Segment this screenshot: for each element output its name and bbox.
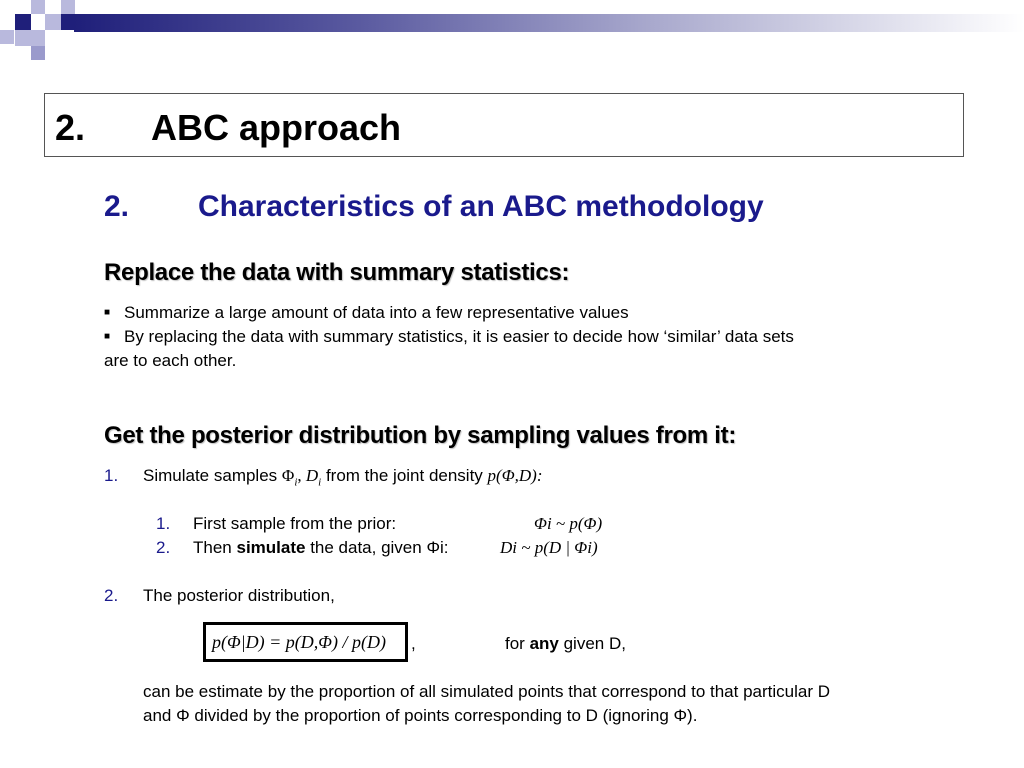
- section-heading-posterior: Get the posterior distribution by sampling values from it:: [104, 422, 737, 449]
- decor-square: [15, 30, 31, 46]
- closing-text: can be estimate by the proportion of all simulated points that correspond to that particular D: [143, 682, 830, 701]
- bullet-icon: ■: [104, 307, 111, 318]
- decor-square: [31, 30, 45, 46]
- for-any-given: for any given D,: [505, 634, 626, 653]
- bullet-icon: ■: [104, 331, 111, 342]
- subtitle-text: Characteristics of an ABC methodology: [198, 190, 764, 223]
- sublist-item-simulate: Then simulate the data, given Φi:: [193, 538, 449, 557]
- sublist-number: 1.: [156, 514, 171, 533]
- likelihood-formula: Di ~ p(D | Φi): [500, 538, 598, 557]
- decor-square: [61, 14, 75, 30]
- subtitle-number: 2.: [104, 190, 130, 223]
- closing-text-continued: and Φ divided by the proportion of points corresponding to D (ignoring Φ).: [143, 706, 698, 725]
- decor-square: [61, 0, 75, 14]
- decor-gradient-bar: [74, 14, 1024, 32]
- bullet-text: By replacing the data with summary statistics, it is easier to decide how ‘similar’ data sets: [124, 327, 794, 346]
- sublist-number: 2.: [156, 538, 171, 557]
- title-number: 2.: [55, 107, 86, 148]
- bullet-text: Summarize a large amount of data into a few representative values: [124, 303, 629, 322]
- posterior-formula: p(Φ|D) = p(D,Φ) / p(D): [212, 632, 386, 652]
- bullet-text-continued: are to each other.: [104, 351, 237, 370]
- prior-formula: Φi ~ p(Φ): [534, 514, 603, 533]
- posterior-formula-box: [203, 622, 408, 662]
- decor-square: [31, 46, 45, 60]
- sublist-item-prior: First sample from the prior:: [193, 514, 397, 533]
- decor-square: [0, 30, 14, 44]
- list-number: 2.: [104, 586, 119, 605]
- formula-comma: ,: [411, 634, 416, 653]
- slide-title: ABC approach: [151, 107, 402, 148]
- decor-square: [45, 14, 61, 30]
- section-heading-summary: Replace the data with summary statistics:: [104, 259, 570, 286]
- decor-square: [31, 0, 45, 14]
- decor-square: [15, 14, 31, 30]
- list-number: 1.: [104, 466, 119, 485]
- slide-title-box: [44, 93, 964, 157]
- list-item-simulate: Simulate samples $\Phi_i$, $D_i$ from the joint density p(Φ,D):: [143, 466, 543, 489]
- list-item-posterior: The posterior distribution,: [143, 586, 335, 605]
